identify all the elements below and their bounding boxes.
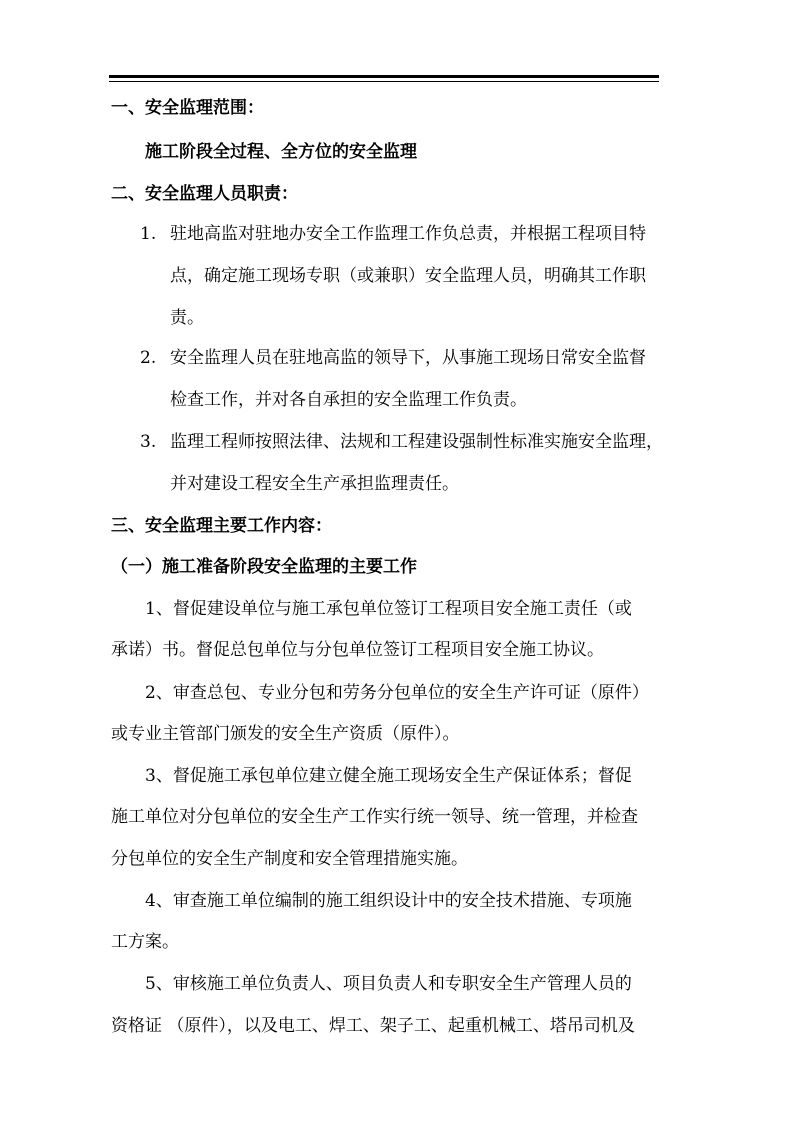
list-item-line: 并对建设工程安全生产承担监理责任。 xyxy=(170,474,459,494)
paragraph-line: 4、审查施工单位编制的施工组织设计中的安全技术措施、专项施 xyxy=(145,891,632,911)
paragraph-line: 施工单位对分包单位的安全生产工作实行统一领导、统一管理，并检查 xyxy=(111,807,638,827)
list-item-number: 2. xyxy=(140,348,157,368)
list-item-line: 责。 xyxy=(170,308,204,328)
section-1-body: 施工阶段全过程、全方位的安全监理 xyxy=(145,142,417,162)
list-item-number: 1. xyxy=(140,224,157,244)
list-item-line: 点，确定施工现场专职（或兼职）安全监理人员，明确其工作职 xyxy=(170,266,646,286)
section-1-heading: 一、安全监理范围： xyxy=(111,98,264,118)
paragraph-line: 5、审核施工单位负责人、项目负责人和专职安全生产管理人员的 xyxy=(145,974,632,994)
paragraph-line: 3、督促施工承包单位建立健全施工现场安全生产保证体系；督促 xyxy=(145,766,632,786)
list-item-number: 3. xyxy=(140,432,157,452)
list-item-line: 驻地高监对驻地办安全工作监理工作负总责，并根据工程项目特 xyxy=(170,224,646,244)
section-3-subheading: （一）施工准备阶段安全监理的主要工作 xyxy=(111,557,417,577)
header-rule-thick xyxy=(109,75,659,78)
paragraph-line: 1、督促建设单位与施工承包单位签订工程项目安全施工责任（或 xyxy=(145,599,632,619)
paragraph-line: 资格证 （原件），以及电工、焊工、架子工、起重机械工、塔吊司机及 xyxy=(111,1016,635,1036)
list-item-line: 监理工程师按照法律、法规和工程建设强制性标准实施安全监理， xyxy=(170,432,663,452)
paragraph-line: 2、审查总包、专业分包和劳务分包单位的安全生产许可证（原件） xyxy=(145,683,649,703)
list-item-line: 安全监理人员在驻地高监的领导下，从事施工现场日常安全监督 xyxy=(170,348,646,368)
paragraph-line: 分包单位的安全生产制度和安全管理措施实施。 xyxy=(111,849,468,869)
header-rule-thin xyxy=(109,81,659,82)
section-3-heading: 三、安全监理主要工作内容： xyxy=(111,516,332,536)
list-item-line: 检查工作，并对各自承担的安全监理工作负责。 xyxy=(170,390,527,410)
section-2-heading: 二、安全监理人员职责： xyxy=(111,184,298,204)
paragraph-line: 工方案。 xyxy=(111,932,179,952)
paragraph-line: 承诺）书。督促总包单位与分包单位签订工程项目安全施工协议。 xyxy=(111,640,604,660)
paragraph-line: 或专业主管部门颁发的安全生产资质（原件）。 xyxy=(111,724,460,744)
